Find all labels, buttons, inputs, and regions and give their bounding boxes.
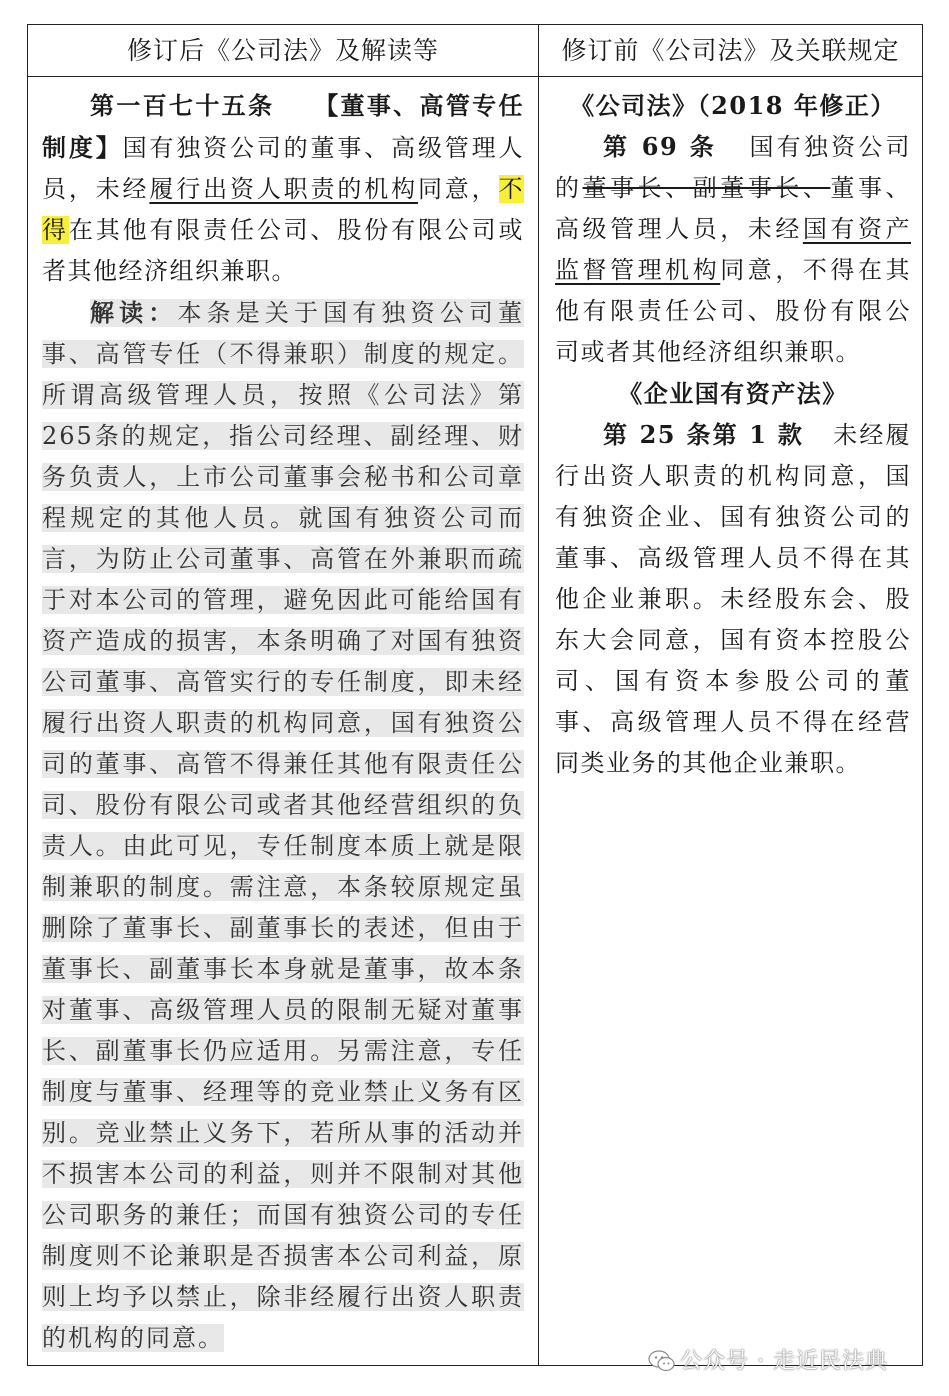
interpretation-paragraph	[42, 292, 524, 1359]
wechat-icon	[648, 1349, 676, 1373]
law1-article: 第 69 条	[603, 132, 717, 161]
watermark	[648, 1344, 888, 1375]
law2-text: 未经履行出资人职责的机构同意，国有独资企业、国有独资公司的董事、高级管理人员不得在其他企业兼职。未经股东会、股东大会同意，国有资本控股公司、国有资本参股公司的董事、高级管理人员不得在经营同类业务的其他企业兼职。	[555, 421, 912, 777]
column-divider	[538, 25, 539, 1365]
article-text-c: 在其他有限责任公司、股份有限公司或者其他经济组织兼职。	[42, 216, 525, 285]
article-paragraph	[42, 85, 524, 292]
law2-title: 《企业国有资产法》	[618, 379, 848, 408]
article-title: 【董事、高管专任制度】	[42, 91, 525, 162]
law1-underlined-text: 国有资产监督管理机构	[555, 215, 911, 284]
highlighted-text: 不得	[42, 175, 525, 244]
article-text-b: 同意，	[417, 175, 499, 203]
header-left: 修订后《公司法》及解读等	[126, 36, 439, 65]
header-right: 修订前《公司法》及关联规定	[561, 36, 900, 65]
law1-title: 《公司法》（2018 年修正）	[570, 91, 896, 120]
left-column	[42, 85, 524, 1359]
interpretation-label: 解读：	[90, 298, 178, 327]
article-underlined-text: 履行出资人职责的机构	[149, 175, 418, 203]
law1-text-b: 董事、高级管理人员，未经	[555, 174, 912, 243]
law1-text-a: 国有独资公司的	[555, 133, 912, 202]
header-divider	[28, 76, 922, 77]
law1-struck-text: 董事长、副董事长、	[582, 174, 831, 202]
interpretation-text: 本条是关于国有独资公司董事、高管专任（不得兼职）制度的规定。所谓高级管理人员，按照《公司法》第265条的规定，指公司经理、副经理、财务负责人，上市公司董事会秘书和公司章程规定的其他人员。就国有独资公司而言，为防止公司董事、高管在外兼职而疏于对本公司的管理，避免因此可能给国有资产造成的损害，本条明确了对国有独资公司董事、高管实行的专任制度，即未经履行出资人职责的机构同意，国有独资公司的董事、高管不得兼任其他有限责任公司、股份有限公司或者其他经营组织的负责人。由此可见，专任制度本质上就是限制兼职的制度。需注意，本条较原规定虽删除了董事长、副董事长的表述，但由于董事长、副董事长本身就是董事，故本条对董事、高级管理人员的限制无疑对董事长、副董事长仍应适用。另需注意，专任制度与董事、经理等的竞业禁止义务有区别。竞业禁止义务下，若所从事的活动并不损害本公司的利益，则并不限制对其他公司职务的兼任；而国有独资公司的专任制度则不论兼职是否损害本公司利益，原则上均予以禁止，除非经履行出资人职责的机构的同意。	[42, 299, 525, 1352]
article-number: 第一百七十五条	[90, 91, 275, 120]
watermark-text: 公众号 · 走近民法典	[680, 1349, 888, 1374]
law2-paragraph	[555, 414, 911, 784]
law1-paragraph	[555, 126, 911, 373]
law1-text-c: 同意，不得在其他有限责任公司、股份有限公司或者其他经济组织兼职。	[555, 256, 911, 366]
law2-article: 第 25 条第 1 款	[603, 420, 804, 449]
right-column	[555, 85, 911, 784]
article-text-a: 国有独资公司的董事、高级管理人员，未经	[42, 134, 525, 203]
comparison-table	[27, 24, 923, 1366]
